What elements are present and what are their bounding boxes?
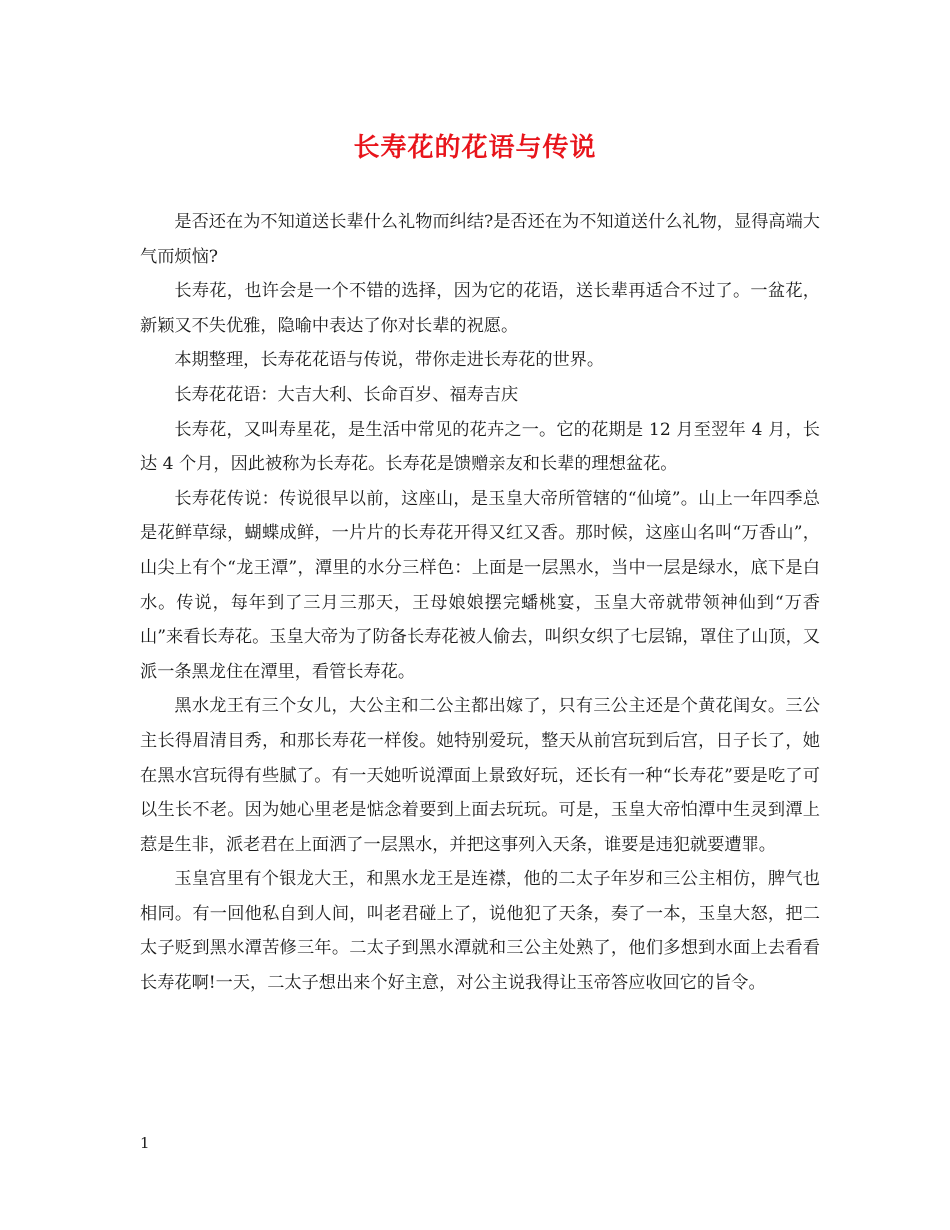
- paragraph-issue-intro: 本期整理，长寿花花语与传说，带你走进长寿花的世界。: [174, 350, 605, 371]
- document-body: [140, 205, 820, 1001]
- paragraph-legend-intro: 长寿花传说：传说很早以前，这座山，是玉皇大帝所管辖的“仙境”。山上一年四季总是花鲜草绿，蝴蝶成鲜，一片片的长寿花开得又红又香。那时候，这座山名叫“万香山”，山尖上有个“龙王潭”，潭里的水分三样色：上面是一层黑水，当中一层是绿水，底下是白水。传说，每年到了三月三那天，王母娘娘摆完蟠桃宴，玉皇大帝就带领神仙到“万香山”来看长寿花。玉皇大帝为了防备长寿花被人偷去，叫织女织了七层锦，罩住了山顶，又派一条黑龙住在潭里，看管长寿花。: [140, 488, 820, 682]
- paragraph-legend-princess: 黑水龙王有三个女儿，大公主和二公主都出嫁了，只有三公主还是个黄花闺女。三公主长得眉清目秀，和那长寿花一样俊。她特别爱玩，整天从前宫玩到后宫，日子长了，她在黑水宫玩得有些腻了。有一天她听说潭面上景致好玩，还长有一种“长寿花”要是吃了可以生长不老。因为她心里老是惦念着要到上面去玩玩。可是，玉皇大帝怕潭中生灵到潭上惹是生非，派老君在上面洒了一层黑水，并把这事列入天条，谁要是违犯就要遭罪。: [140, 696, 820, 855]
- paragraph-flower-language: 长寿花花语：大吉大利、长命百岁、福寿吉庆: [174, 384, 519, 405]
- paragraph-flower-description: 长寿花，又叫寿星花，是生活中常见的花卉之一。它的花期是 12 月至翌年 4 月，长达 4 个月，因此被称为长寿花。长寿花是馈赠亲友和长辈的理想盆花。: [140, 419, 820, 475]
- page-number: 1: [140, 1134, 150, 1152]
- paragraph-recommendation: 长寿花，也许会是一个不错的选择，因为它的花语，送长辈再适合不过了。一盆花，新颖又不失优雅，隐喻中表达了你对长辈的祝愿。: [140, 281, 820, 336]
- paragraph-legend-prince: 玉皇宫里有个银龙大王，和黑水龙王是连襟，他的二太子年岁和三公主相仿，脾气也相同。有一回他私自到人间，叫老君碰上了，说他犯了天条，奏了一本，玉皇大怒，把二太子贬到黑水潭苦修三年。二太子到黑水潭就和三公主处熟了，他们多想到水面上去看看长寿花啊!一天，二太子想出来个好主意，对公主说我得让玉帝答应收回它的旨令。: [140, 869, 820, 994]
- paragraph-intro-question: 是否还在为不知道送长辈什么礼物而纠结?是否还在为不知道送什么礼物，显得高端大气而烦恼?: [140, 212, 820, 267]
- document-title: 长寿花的花语与传说: [353, 133, 597, 163]
